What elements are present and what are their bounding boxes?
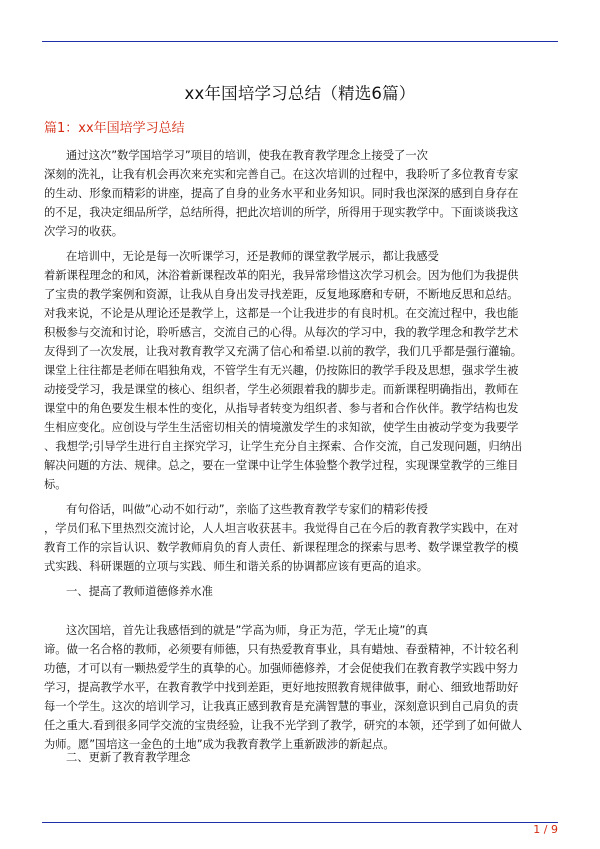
text-line: 着新课程理念的和风，沐浴着新课程改革的阳光，我异常珍惜这次学习机会。因为他们为我提供 [44, 269, 519, 282]
text-line: 、我想学;引导学生进行自主探究学习，让学生充分自主探索、合作交流，自己发现问题，归纳出 [44, 440, 523, 453]
footer-rule [42, 822, 558, 823]
text-line: 的生动、形象而精彩的讲座，提高了自身的业务水平和业务知识。同时我也深深的感到自身存在 [44, 187, 519, 200]
text-line: 功德，才可以有一颗热爱学生的真挚的心。加强师德修养，才会促使我们在教育教学实践中努力 [44, 662, 519, 675]
paragraph-3 [44, 500, 556, 576]
page-indicator: 1 / 9 [533, 823, 558, 836]
text-line: 这次国培，首先让我感悟到的就是”学高为师，身正为范，学无止境”的真 [66, 624, 428, 637]
text-line: 在培训中，无论是每一次听课学习，还是教师的课堂教学展示，都让我感受 [66, 250, 439, 263]
text-line: 动接受学习，我是课堂的核心、组织者，学生必须跟着我的脚步走。而新课程明确指出，教师在 [44, 383, 519, 396]
text-line: 积极参与交流和讨论，聆听感言，交流自己的心得。从每次的学习中，我的教学理念和教学艺术 [44, 326, 519, 339]
text-line: 有句俗话，叫做”心动不如行动”，亲临了这些教育教学专家们的精彩传授 [66, 503, 428, 516]
text-line: 的不足，我决定细品所学，总结所得，把此次培训的所学，所得用于现实教学中。下面谈谈我这 [44, 206, 519, 219]
subheading-1: 一、提高了教师道德修养水准 [66, 585, 213, 598]
text-line: ，学员们私下里热烈交流讨论，人人坦言收获甚丰。我觉得自己在今后的教育教学实践中，在对 [44, 522, 519, 535]
text-line: 友得到了一次发展，让我对教育教学又充满了信心和希望.以前的教学，我们几乎都是强行灌输。 [44, 345, 523, 358]
header-rule [42, 41, 558, 42]
subheading-2: 二、更新了教育教学理念 [66, 751, 191, 764]
text-line: 教育工作的宗旨认识、数学教师肩负的育人责任、新课程理念的探索与思考、数学课堂教学的模 [44, 541, 519, 554]
text-line: 深刻的洗礼，让我有机会再次来充实和完善自己。在这次培训的过程中，我聆听了多位教育专家 [44, 168, 519, 181]
text-line: 课堂上往往都是老师在唱独角戏，不管学生有无兴趣，仍按陈旧的教学手段及思想，强求学生被 [44, 364, 519, 377]
text-line: 次学习的收获。 [44, 225, 124, 238]
text-line: 每一个学生。这次的培训学习，让我真正感到教育是充满智慧的事业，深刻意识到自己肩负的责 [44, 700, 519, 713]
paragraph-4 [44, 621, 556, 754]
text-line: 了宝贵的教学案例和资源，让我从自身出发寻找差距，反复地琢磨和专研，不断地反思和总结。 [44, 288, 519, 301]
text-line: 任之重大.看到很多同学交流的宝贵经验，让我不光学到了教学，研究的本领，还学到了如何做人 [44, 719, 523, 732]
text-line: 为师。愿”国培这一金色的土地”成为我教育教学上重新跋涉的新起点。 [44, 738, 395, 751]
text-line: 通过这次”数学国培学习”项目的培训，使我在教育教学理念上接受了一次 [66, 149, 428, 162]
paragraph-1 [44, 146, 556, 241]
text-line: 生相应变化。应创设与学生生活密切相关的情境激发学生的求知欲，使学生由被动学变为我要学 [44, 421, 519, 434]
text-line: 式实践、科研课题的立项与实践、师生和谐关系的协调都应该有更高的追求。 [44, 560, 429, 573]
text-line: 课堂中的角色要发生根本性的变化，从指导者转变为组织者、参与者和合作伙伴。教学结构也发 [44, 402, 519, 415]
text-line: 对我来说，不论是从理论还是教学上，这都是一个让我进步的有良时机。在交流过程中，我也能 [44, 307, 519, 320]
text-line: 谛。做一名合格的教师，必须要有师德，只有热爱教育事业，具有蜡烛、春蚕精神，不计较名利 [44, 643, 519, 656]
text-line: 学习，提高教学水平，在教育教学中找到差距，更好地按照教育规律做事，耐心、细致地帮助好 [44, 681, 519, 694]
document-title: xx年国培学习总结（精选6篇） [184, 84, 416, 103]
section-heading: 篇1：xx年国培学习总结 [44, 121, 185, 136]
paragraph-2 [44, 247, 556, 494]
text-line: 解决问题的方法、规律。总之，要在一堂课中让学生体验整个教学过程，实现课堂教学的三维目 [44, 459, 519, 472]
text-line: 标。 [44, 478, 67, 491]
